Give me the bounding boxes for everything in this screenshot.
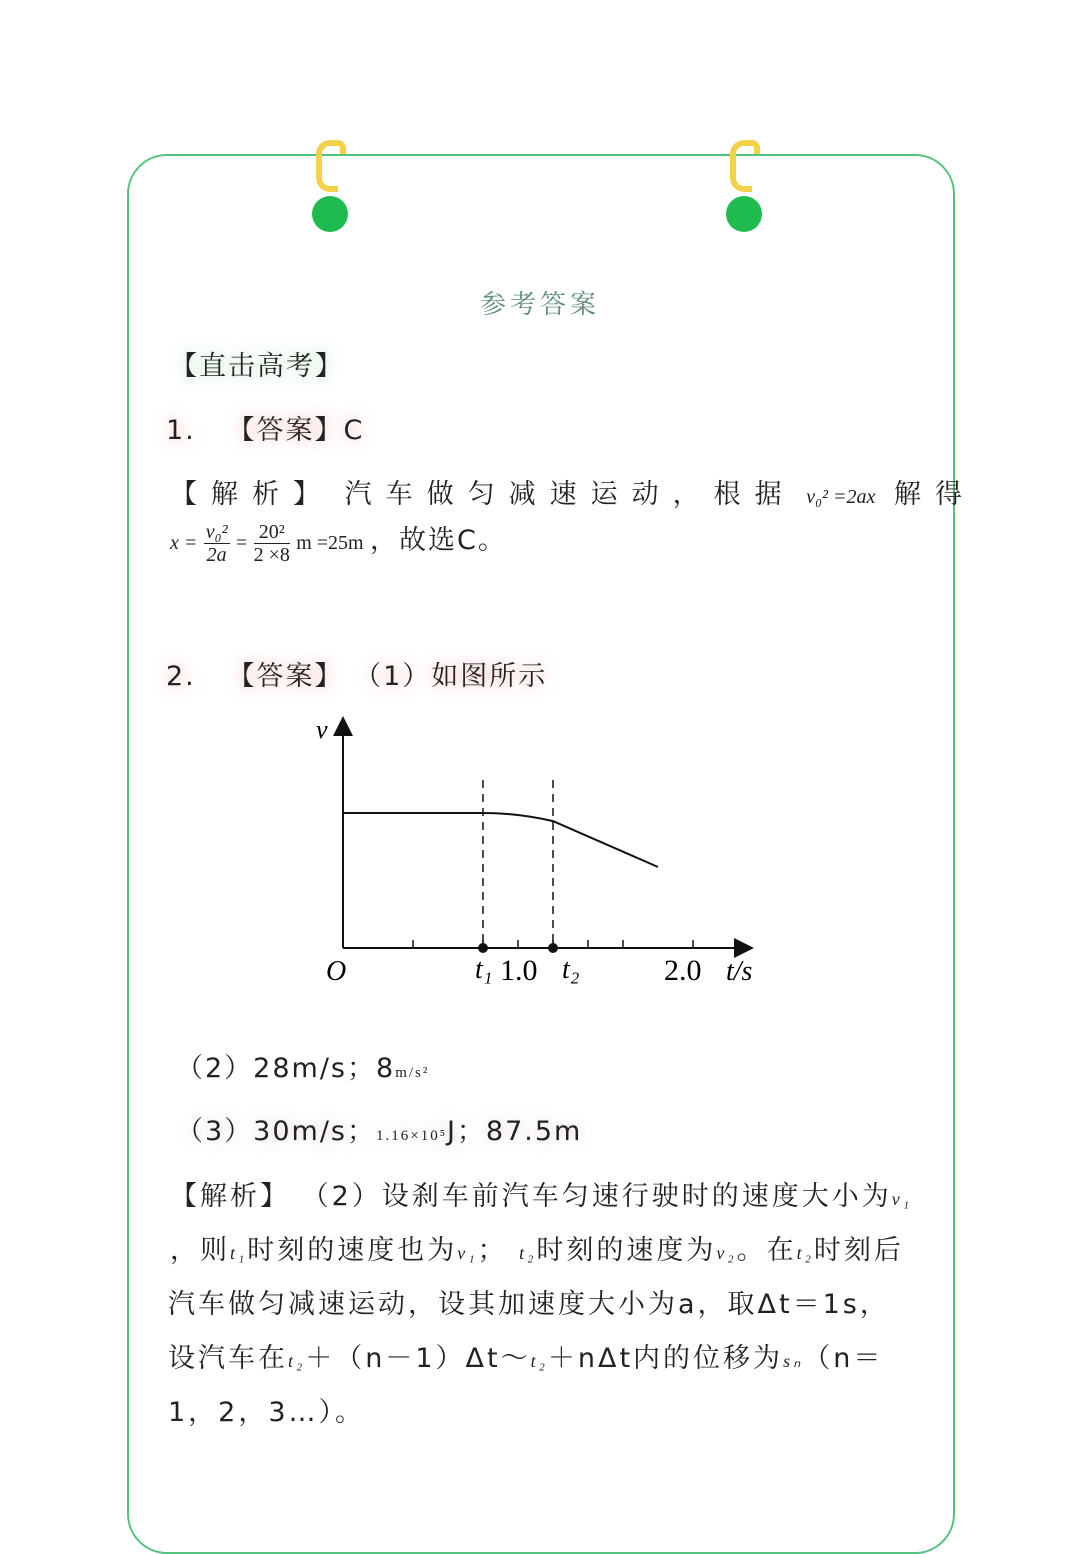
- q1-analysis-text: 汽车做匀减速运动，根据: [344, 479, 796, 510]
- q1-solve-text: 解得: [893, 479, 976, 510]
- formula-tail: m =25m: [296, 532, 364, 554]
- q2-part-1: （1）如图所示: [354, 661, 548, 692]
- q1-formula-2: x = $\frac{\text{v₀²}}{2a}$ = $\frac{\text{20²}}{2 \times 8}$ m =25m ，故选C。: [170, 521, 507, 566]
- page-title: 参考答案: [479, 290, 600, 320]
- analysis-line-2: ，则t₁时刻的速度也为v₁； t₂时刻的速度为v₂。在t₂时刻后: [170, 1235, 904, 1266]
- analysis-line-5: 1，2，3…）。: [168, 1397, 366, 1428]
- ring-hole-icon: [726, 196, 762, 232]
- velocity-time-graph: [300, 708, 780, 1008]
- ring-hole-icon: [312, 196, 348, 232]
- tick-label-t2: t₂: [562, 954, 580, 985]
- q2-answer-tag: 【答案】: [227, 661, 344, 692]
- unit-acceleration: m/s²: [395, 1065, 430, 1081]
- energy-value: 1.16×10⁵: [376, 1128, 447, 1144]
- dashed-guides: [483, 780, 553, 948]
- q1-analysis-line: [170, 472, 976, 511]
- analysis-line-4: 设汽车在t₂＋（n－1）Δt～t₂＋nΔt内的位移为sₙ（n＝: [168, 1343, 884, 1374]
- time-marker-dot: [548, 943, 558, 953]
- q2-analysis-tag: 【解析】: [170, 1181, 290, 1212]
- time-marker-dot: [478, 943, 488, 953]
- y-axis-label: v: [316, 715, 328, 744]
- tick-label-t1: t₁: [475, 954, 493, 985]
- fraction-1: $\frac{\text{v₀²}}{2a}$: [205, 521, 228, 566]
- velocity-curve: [343, 813, 658, 867]
- formula-lhs: x =: [170, 532, 198, 554]
- section-header: 【直击高考】: [170, 351, 344, 382]
- q2-part-2: （2）28m/s；8m/s²: [176, 1053, 430, 1084]
- fraction-2: $\frac{\text{20²}}{2 \times 8}$: [253, 521, 290, 566]
- ring-hook-icon: [730, 140, 752, 192]
- q1-answer-line: [166, 408, 364, 447]
- q1-formula-1: v₀² =2ax: [806, 486, 876, 508]
- analysis-line-3: 汽车做匀减速运动，设其加速度大小为a，取Δt＝1s，: [168, 1289, 890, 1320]
- q1-analysis-tag: 【解析】: [170, 479, 334, 510]
- q1-number: 1.: [166, 415, 196, 446]
- q1-answer: C: [343, 415, 365, 446]
- q1-conclusion: ，故选C。: [369, 525, 507, 556]
- tick-label-2: 2.0: [664, 954, 702, 987]
- q2-part-3: （3）30m/s；1.16×10⁵J；87.5m: [176, 1116, 583, 1147]
- tick-label-1: 1.0: [500, 954, 538, 987]
- analysis-line-1: 【解析】 （2）设刹车前汽车匀速行驶时的速度大小为v₁: [170, 1181, 913, 1212]
- x-axis-label: t/s: [726, 956, 753, 987]
- q2-answer-line: [166, 654, 547, 693]
- ring-hook-icon: [316, 140, 338, 192]
- q2-number: 2.: [166, 661, 196, 692]
- q1-answer-tag: 【答案】: [227, 415, 344, 446]
- origin-label: O: [326, 956, 347, 987]
